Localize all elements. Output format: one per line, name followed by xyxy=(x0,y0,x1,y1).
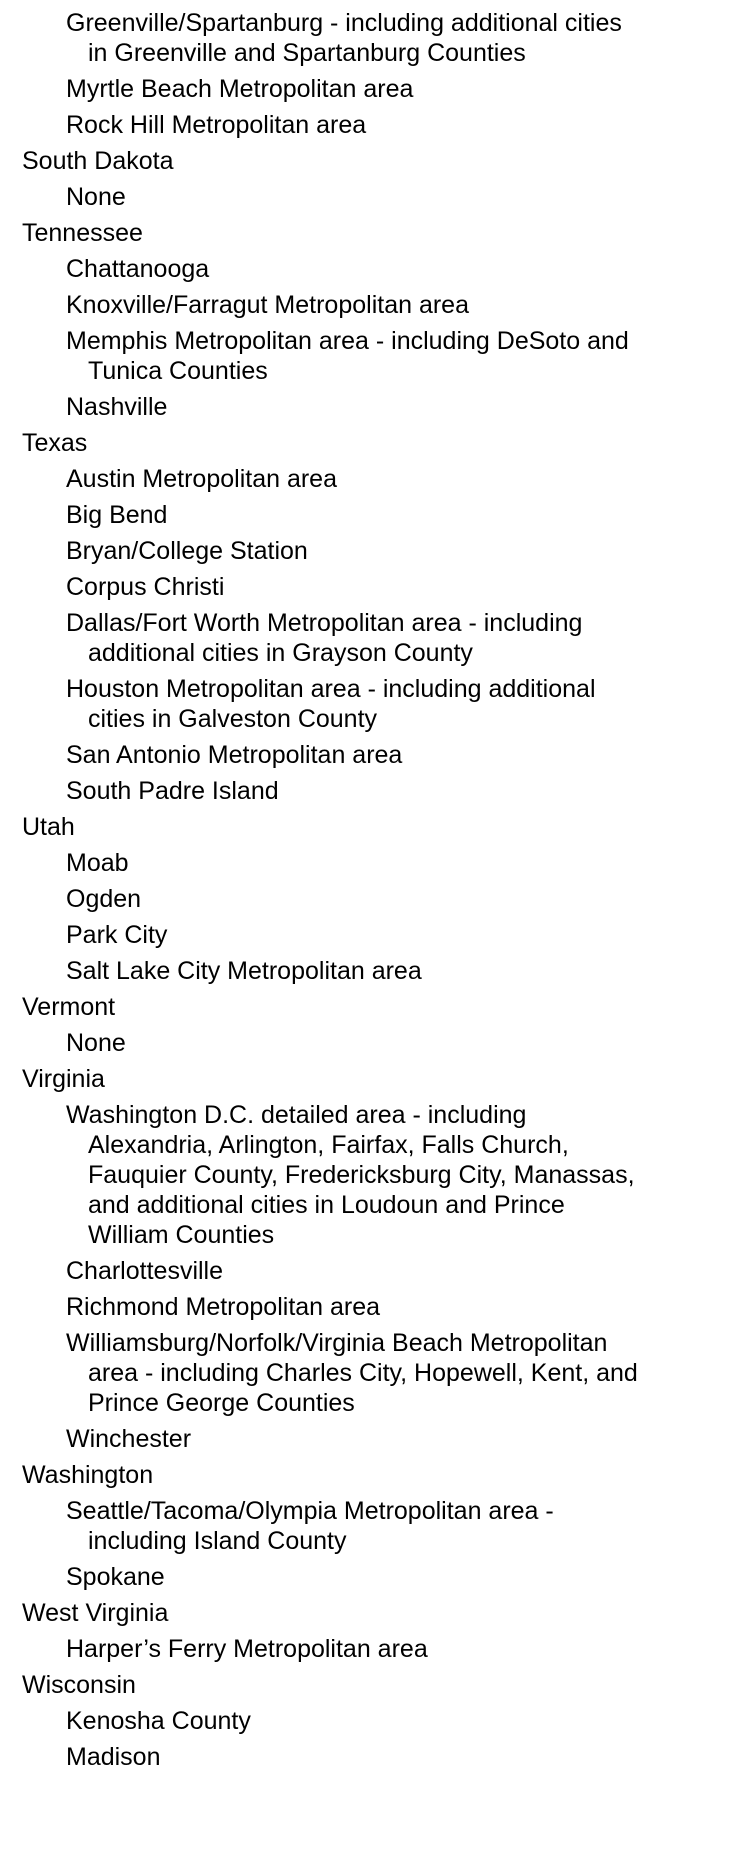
city-line: Austin Metropolitan area xyxy=(66,465,337,493)
city-item xyxy=(0,1100,736,1250)
city-line: Big Bend xyxy=(66,501,168,529)
state-heading: Wisconsin xyxy=(22,1671,136,1699)
city-line: Seattle/Tacoma/Olympia Metropolitan area - xyxy=(66,1497,554,1525)
city-line: Houston Metropolitan area - including additional xyxy=(66,675,596,703)
city-list xyxy=(0,254,736,422)
city-line: Rock Hill Metropolitan area xyxy=(66,111,367,139)
city-item xyxy=(0,1328,736,1418)
city-line: Greenville/Spartanburg - including additional cities xyxy=(66,9,622,37)
state-section xyxy=(0,1670,736,1772)
city-item xyxy=(0,1562,736,1592)
city-line: Moab xyxy=(66,849,129,877)
city-line: Corpus Christi xyxy=(66,573,225,601)
city-line-continuation: Alexandria, Arlington, Fairfax, Falls Church, xyxy=(88,1131,569,1159)
state-section xyxy=(0,146,736,212)
state-heading: Vermont xyxy=(22,993,116,1021)
city-list xyxy=(0,464,736,806)
city-line: Bryan/College Station xyxy=(66,537,308,565)
city-list xyxy=(0,848,736,986)
state-section xyxy=(0,1598,736,1664)
state-section xyxy=(0,992,736,1058)
city-line: Myrtle Beach Metropolitan area xyxy=(66,75,414,103)
city-line: Harper’s Ferry Metropolitan area xyxy=(66,1635,428,1663)
city-item xyxy=(0,674,736,734)
city-item xyxy=(0,500,736,530)
city-line: Ogden xyxy=(66,885,142,913)
state-heading: Virginia xyxy=(22,1065,105,1093)
city-item xyxy=(0,920,736,950)
city-list xyxy=(0,1496,736,1592)
city-item xyxy=(0,1742,736,1772)
city-item xyxy=(0,608,736,668)
city-list xyxy=(0,182,736,212)
city-line: Richmond Metropolitan area xyxy=(66,1293,381,1321)
city-line: Madison xyxy=(66,1743,161,1771)
city-line-continuation: and additional cities in Loudoun and Prince xyxy=(88,1191,565,1219)
city-line: Dallas/Fort Worth Metropolitan area - including xyxy=(66,609,583,637)
state-heading: Washington xyxy=(22,1461,154,1489)
city-item xyxy=(0,290,736,320)
city-line: Knoxville/Farragut Metropolitan area xyxy=(66,291,469,319)
city-line: Salt Lake City Metropolitan area xyxy=(66,957,422,985)
city-line-continuation: cities in Galveston County xyxy=(88,705,378,733)
city-line-continuation: area - including Charles City, Hopewell, Kent, and xyxy=(88,1359,638,1387)
state-heading: Utah xyxy=(22,813,75,841)
city-list xyxy=(0,8,736,140)
city-item xyxy=(0,1634,736,1664)
city-line: Park City xyxy=(66,921,168,949)
state-heading: South Dakota xyxy=(22,147,174,175)
city-line-continuation: additional cities in Grayson County xyxy=(88,639,473,667)
city-item xyxy=(0,74,736,104)
city-item xyxy=(0,1706,736,1736)
city-item xyxy=(0,848,736,878)
city-line: Washington D.C. detailed area - including xyxy=(66,1101,527,1129)
city-item xyxy=(0,110,736,140)
city-item xyxy=(0,1028,736,1058)
state-heading: Texas xyxy=(22,429,88,457)
city-line: None xyxy=(66,1029,126,1057)
city-line: Williamsburg/Norfolk/Virginia Beach Metropolitan xyxy=(66,1329,608,1357)
state-section xyxy=(0,8,736,140)
city-item xyxy=(0,956,736,986)
city-item xyxy=(0,326,736,386)
state-section xyxy=(0,1460,736,1592)
city-line: Memphis Metropolitan area - including DeSoto and xyxy=(66,327,629,355)
city-item xyxy=(0,1256,736,1286)
city-list xyxy=(0,1634,736,1664)
city-line: San Antonio Metropolitan area xyxy=(66,741,403,769)
city-line-continuation: Fauquier County, Fredericksburg City, Manassas, xyxy=(88,1161,635,1189)
city-item xyxy=(0,572,736,602)
city-line: Spokane xyxy=(66,1563,165,1591)
state-section xyxy=(0,812,736,986)
city-item xyxy=(0,884,736,914)
city-item xyxy=(0,254,736,284)
city-line-continuation: in Greenville and Spartanburg Counties xyxy=(88,39,526,67)
city-item xyxy=(0,182,736,212)
state-heading: West Virginia xyxy=(22,1599,169,1627)
city-line: South Padre Island xyxy=(66,777,279,805)
state-heading: Tennessee xyxy=(22,219,143,247)
city-item xyxy=(0,1496,736,1556)
city-line: Chattanooga xyxy=(66,255,210,283)
city-line: Charlottesville xyxy=(66,1257,224,1285)
city-item xyxy=(0,740,736,770)
city-item xyxy=(0,464,736,494)
city-item xyxy=(0,776,736,806)
city-list xyxy=(0,1100,736,1454)
state-section xyxy=(0,428,736,806)
city-item xyxy=(0,8,736,68)
city-item xyxy=(0,1424,736,1454)
city-line: Winchester xyxy=(66,1425,192,1453)
state-section xyxy=(0,218,736,422)
city-line-continuation: Prince George Counties xyxy=(88,1389,355,1417)
city-line-continuation: Tunica Counties xyxy=(88,357,268,385)
city-line: None xyxy=(66,183,126,211)
state-section xyxy=(0,1064,736,1454)
city-line: Nashville xyxy=(66,393,168,421)
city-list xyxy=(0,1706,736,1772)
city-line: Kenosha County xyxy=(66,1707,251,1735)
city-item xyxy=(0,536,736,566)
city-item xyxy=(0,392,736,422)
city-item xyxy=(0,1292,736,1322)
city-list xyxy=(0,1028,736,1058)
city-line-continuation: including Island County xyxy=(88,1527,347,1555)
city-line-continuation: William Counties xyxy=(88,1221,275,1249)
